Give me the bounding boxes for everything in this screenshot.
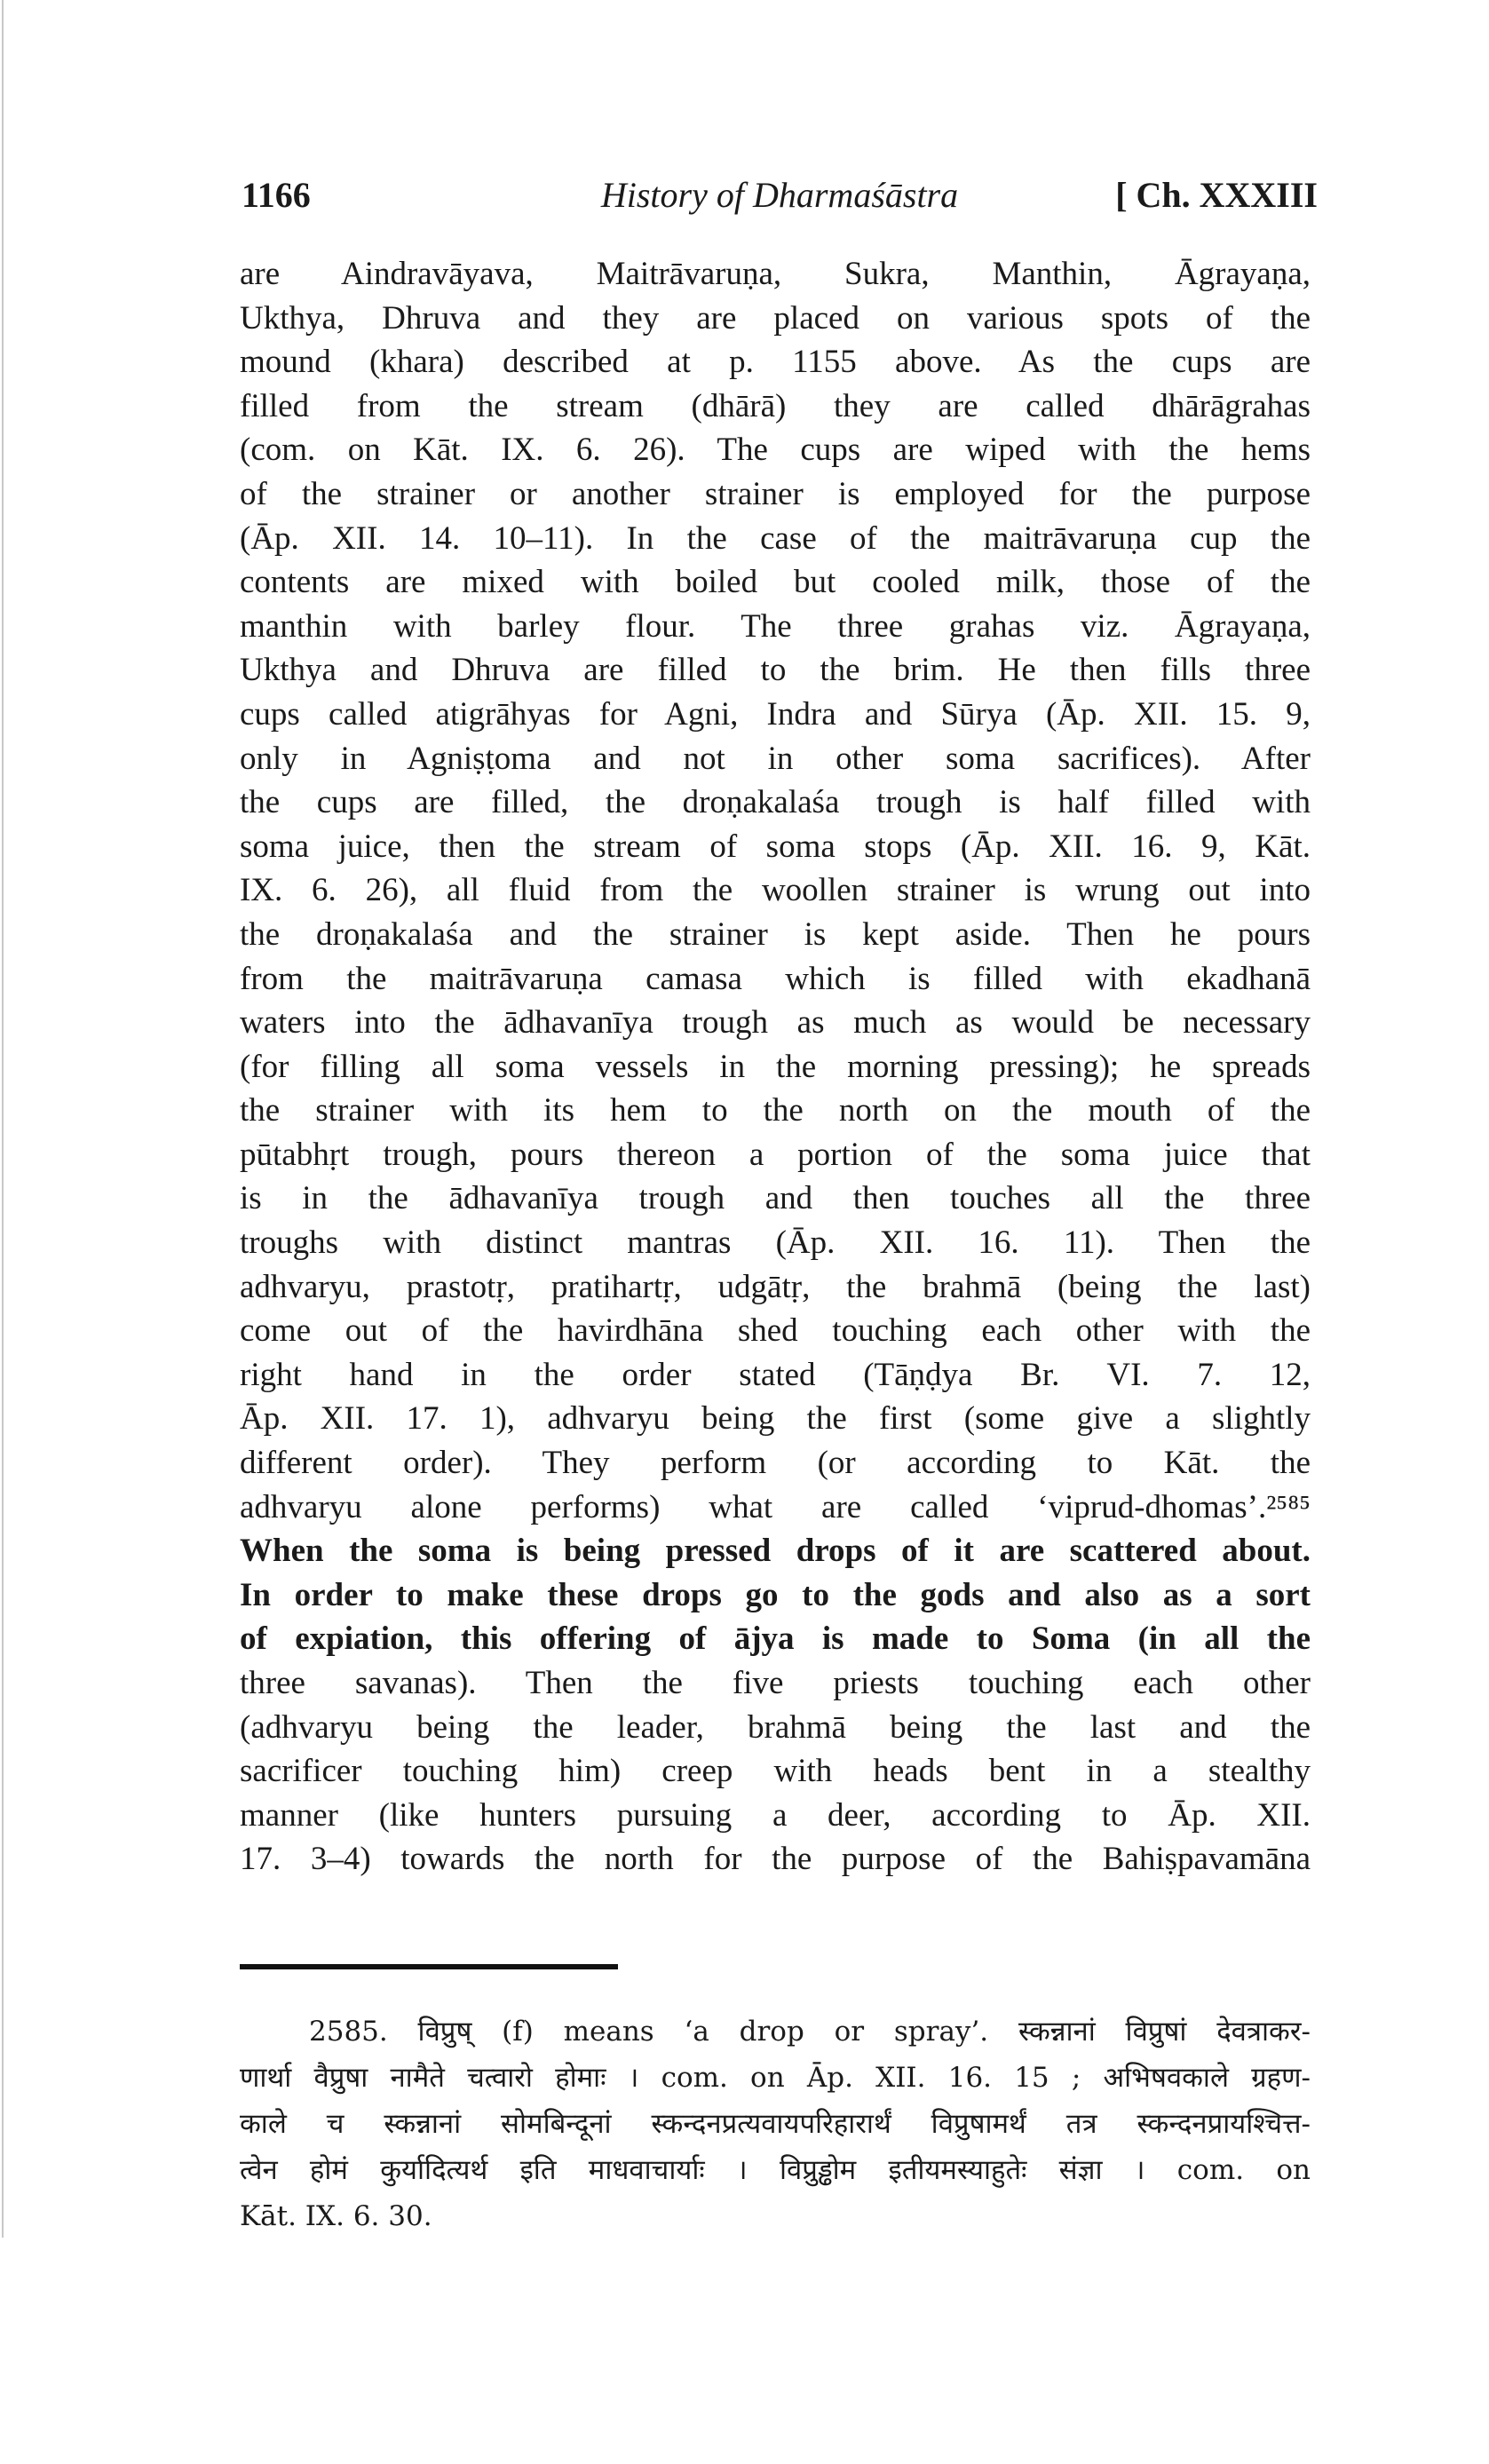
page-edge-line: [2, 0, 4, 2238]
text-line: mound (khara) described at p. 1155 above. As the cups are: [240, 344, 1311, 381]
text-line: adhvaryu, prastotṛ, pratihartṛ, udgātṛ, the brahmā (being the last): [240, 1268, 1311, 1305]
footnote-line: णार्था वैप्रुषा नामैते चत्वारो होमाः । com. on Āp. XII. 16. 15 ; अभिषवकाले ग्रहण-: [240, 2062, 1311, 2094]
text-line: waters into the ādhavanīya trough as much as would be necessary: [240, 1004, 1311, 1042]
text-line: the strainer with its hem to the north on the mouth of the: [240, 1092, 1311, 1129]
text-line: Ukthya and Dhruva are filled to the brim. He then fills three: [240, 652, 1311, 689]
text-line: adhvaryu alone performs) what are called ‘viprud-dhomas’.²⁵⁸⁵: [240, 1488, 1311, 1525]
text-line: In order to make these drops go to the gods and also as a sort: [240, 1576, 1311, 1613]
text-line: (com. on Kāt. IX. 6. 26). The cups are wiped with the hems: [240, 432, 1311, 469]
text-line: manner (like hunters pursuing a deer, according to Āp. XII.: [240, 1796, 1311, 1834]
text-line: (Āp. XII. 14. 10–11). In the case of the maitrāvaruṇa cup the: [240, 519, 1311, 557]
text-line: When the soma is being pressed drops of it are scattered about.: [240, 1533, 1311, 1570]
text-line: three savanas). Then the five priests touching each other: [240, 1665, 1311, 1701]
text-line: the droṇakalaśa and the strainer is kept aside. Then he pours: [240, 915, 1311, 953]
page-number: 1166: [242, 175, 311, 215]
running-header: [242, 174, 1318, 236]
text-line: come out of the havirdhāna shed touching each other with the: [240, 1312, 1311, 1350]
text-line: different order). They perform (or according to Kāt. the: [240, 1445, 1311, 1482]
footnote-line: Kāt. IX. 6. 30.: [240, 2200, 432, 2232]
text-line: filled from the stream (dhārā) they are called dhārāgrahas: [240, 387, 1311, 424]
text-line: Ukthya, Dhruva and they are placed on various spots of the: [240, 299, 1311, 337]
text-line: right hand in the order stated (Tāṇḍya Br. VI. 7. 12,: [240, 1356, 1311, 1393]
text-line: from the maitrāvaruṇa camasa which is filled with ekadhanā: [240, 960, 1311, 997]
text-line: of the strainer or another strainer is employed for the purpose: [240, 475, 1311, 512]
text-line: is in the ādhavanīya trough and then touches all the three: [240, 1180, 1311, 1217]
footnote-2585: [240, 2008, 1311, 2239]
text-line: IX. 6. 26), all fluid from the woollen strainer is wrung out into: [240, 872, 1311, 909]
text-line: pūtabhṛt trough, pours thereon a portion of the soma juice that: [240, 1136, 1311, 1173]
text-line: sacrificer touching him) creep with heads bent in a stealthy: [240, 1753, 1311, 1790]
text-line: (adhvaryu being the leader, brahmā being the last and the: [240, 1708, 1311, 1746]
body-text: [240, 252, 1311, 1882]
text-line: manthin with barley flour. The three grahas viz. Āgrayaṇa,: [240, 607, 1311, 645]
text-line: (for filling all soma vessels in the morning pressing); he spreads: [240, 1048, 1311, 1085]
text-line: are Aindravāyava, Maitrāvaruṇa, Sukra, Manthin, Āgrayaṇa,: [240, 256, 1311, 292]
text-line: 17. 3–4) towards the north for the purpose of the Bahiṣpavamāna: [240, 1841, 1311, 1878]
text-line: contents are mixed with boiled but cooled milk, those of the: [240, 564, 1311, 601]
text-line: soma juice, then the stream of soma stops (Āp. XII. 16. 9, Kāt.: [240, 828, 1311, 865]
text-line: the cups are filled, the droṇakalaśa trough is half filled with: [240, 784, 1311, 821]
footnote-line: 2585. विप्रुष् (f) means ‘a drop or spray’. स्कन्नानां विप्रुषां देवत्राकर-: [309, 2016, 1311, 2048]
chapter-label: [ Ch. XXXIII: [1115, 175, 1318, 215]
text-line: cups called atigrāhyas for Agni, Indra and Sūrya (Āp. XII. 15. 9,: [240, 695, 1311, 733]
text-line: Āp. XII. 17. 1), adhvaryu being the first (some give a slightly: [240, 1400, 1311, 1438]
footnote-line: त्वेन होमं कुर्यादित्यर्थ इति माधवाचार्याः । विप्रुड्ढोम इतीयमस्याहुतेः संज्ञा । com. on: [240, 2154, 1311, 2186]
text-line: of expiation, this offering of ājya is made to Soma (in all the: [240, 1620, 1311, 1658]
footnote-rule: [240, 1964, 618, 1969]
footnote-line: काले च स्कन्नानां सोमबिन्दूनां स्कन्दनप्रत्यवायपरिहारार्थं विप्रुषामर्थं तत्र स्कन्दनप्रायश्चित्त-: [240, 2108, 1311, 2140]
text-line: only in Agniṣṭoma and not in other soma sacrifices). After: [240, 740, 1311, 777]
text-line: troughs with distinct mantras (Āp. XII. 16. 11). Then the: [240, 1224, 1311, 1262]
running-title: History of Dharmaśāstra: [600, 175, 959, 215]
